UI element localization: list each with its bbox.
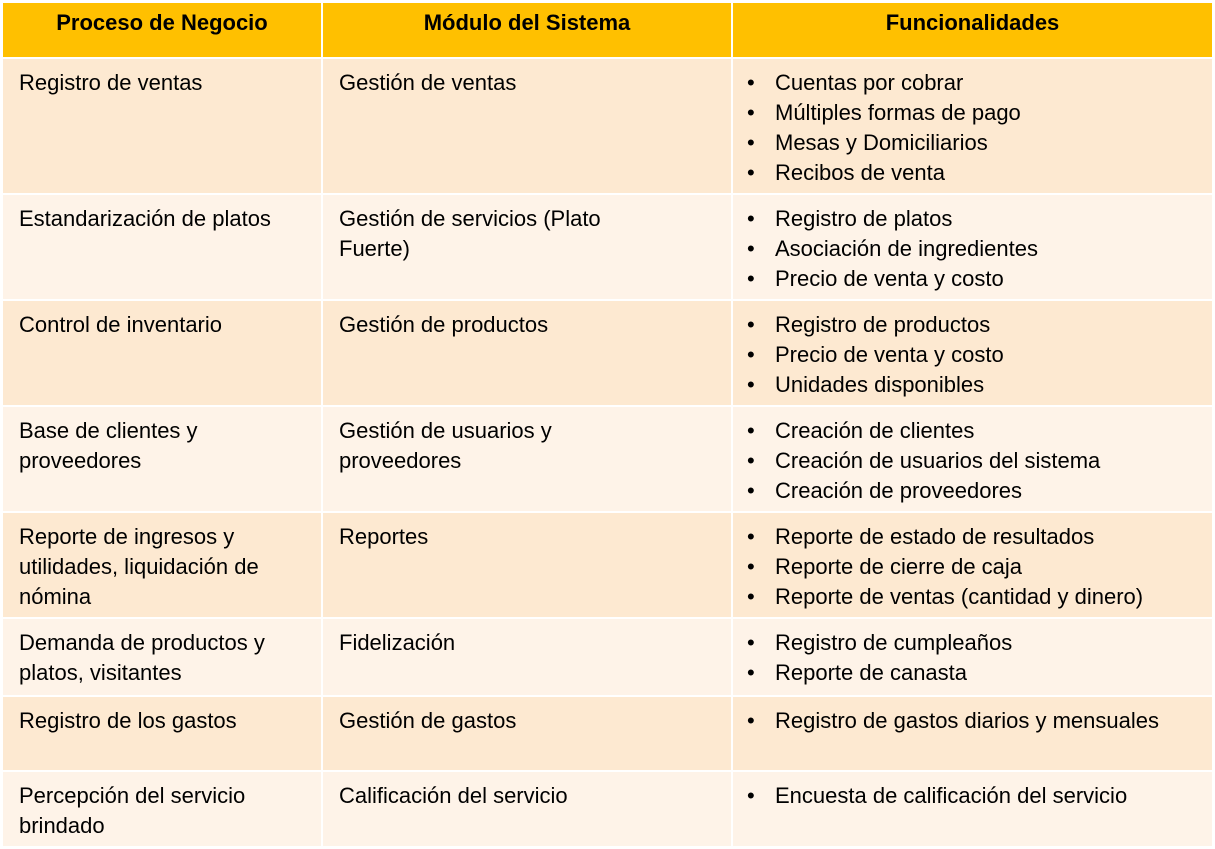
bullet-icon: • xyxy=(747,524,755,549)
cell-proceso-line: Control de inventario xyxy=(19,312,223,337)
cell-proceso-line: Base de clientes y xyxy=(19,418,198,443)
list-item-text: Registro de gastos diarios y mensuales xyxy=(775,708,1159,733)
cell-proceso-line: nómina xyxy=(19,584,92,609)
funcionalidades-list xyxy=(749,204,1198,294)
list-item xyxy=(747,264,1198,294)
cell-proceso xyxy=(2,300,322,406)
list-item-text: Precio de venta y costo xyxy=(775,266,1004,291)
cell-proceso-line: utilidades, liquidación de xyxy=(19,554,259,579)
cell-proceso-line: Registro de ventas xyxy=(19,70,203,95)
list-item xyxy=(747,128,1198,158)
funcionalidades-list xyxy=(749,628,1198,688)
bullet-icon: • xyxy=(747,584,755,609)
bullet-icon: • xyxy=(747,418,755,443)
bullet-icon: • xyxy=(747,372,755,397)
cell-proceso xyxy=(2,618,322,696)
table-row xyxy=(2,696,1213,771)
bullet-icon: • xyxy=(747,342,755,367)
list-item xyxy=(747,68,1198,98)
funcionalidades-list xyxy=(749,68,1198,188)
business-process-table-container xyxy=(1,1,1214,848)
list-item-text: Asociación de ingredientes xyxy=(775,236,1038,261)
table-header-row xyxy=(2,2,1213,58)
list-item-text: Reporte de cierre de caja xyxy=(775,554,1023,579)
cell-proceso xyxy=(2,194,322,300)
list-item-text: Recibos de venta xyxy=(775,160,945,185)
cell-proceso-line: proveedores xyxy=(19,448,142,473)
cell-proceso-line: Reporte de ingresos y xyxy=(19,524,235,549)
list-item-text: Creación de clientes xyxy=(775,418,975,443)
cell-proceso-line: Demanda de productos y xyxy=(19,630,265,655)
funcionalidades-list xyxy=(749,310,1198,400)
bullet-icon: • xyxy=(747,708,755,733)
cell-modulo-line: Fuerte) xyxy=(339,236,410,261)
bullet-icon: • xyxy=(747,448,755,473)
table-body xyxy=(2,58,1213,847)
cell-modulo-line: Fidelización xyxy=(339,630,456,655)
bullet-icon: • xyxy=(747,554,755,579)
cell-funcionalidades xyxy=(732,512,1213,618)
funcionalidades-list xyxy=(749,706,1198,736)
cell-modulo-line: Gestión de productos xyxy=(339,312,549,337)
list-item xyxy=(747,446,1198,476)
bullet-icon: • xyxy=(747,100,755,125)
header-modulo-del-sistema: Módulo del Sistema xyxy=(322,2,732,58)
cell-modulo xyxy=(322,58,732,194)
cell-modulo xyxy=(322,194,732,300)
list-item-text: Creación de usuarios del sistema xyxy=(775,448,1101,473)
cell-modulo xyxy=(322,618,732,696)
cell-proceso xyxy=(2,58,322,194)
list-item xyxy=(747,476,1198,506)
cell-funcionalidades xyxy=(732,300,1213,406)
table-row xyxy=(2,771,1213,847)
list-item-text: Múltiples formas de pago xyxy=(775,100,1021,125)
cell-proceso xyxy=(2,771,322,847)
list-item xyxy=(747,416,1198,446)
list-item xyxy=(747,522,1198,552)
list-item-text: Registro de productos xyxy=(775,312,991,337)
cell-funcionalidades xyxy=(732,58,1213,194)
table-row xyxy=(2,58,1213,194)
cell-modulo xyxy=(322,771,732,847)
bullet-icon: • xyxy=(747,70,755,95)
cell-modulo-line: Gestión de servicios (Plato xyxy=(339,206,601,231)
list-item xyxy=(747,628,1198,658)
bullet-icon: • xyxy=(747,312,755,337)
cell-proceso-line: Estandarización de platos xyxy=(19,206,271,231)
list-item xyxy=(747,781,1198,811)
list-item xyxy=(747,658,1198,688)
header-proceso-de-negocio: Proceso de Negocio xyxy=(2,2,322,58)
list-item-text: Reporte de ventas (cantidad y dinero) xyxy=(775,584,1144,609)
cell-modulo xyxy=(322,512,732,618)
table-row xyxy=(2,194,1213,300)
cell-funcionalidades xyxy=(732,618,1213,696)
funcionalidades-list xyxy=(749,416,1198,506)
cell-modulo xyxy=(322,696,732,771)
cell-modulo-line: proveedores xyxy=(339,448,462,473)
cell-proceso xyxy=(2,512,322,618)
bullet-icon: • xyxy=(747,660,755,685)
table-row xyxy=(2,618,1213,696)
list-item-text: Encuesta de calificación del servicio xyxy=(775,783,1128,808)
cell-funcionalidades xyxy=(732,194,1213,300)
bullet-icon: • xyxy=(747,783,755,808)
list-item-text: Creación de proveedores xyxy=(775,478,1023,503)
list-item-text: Registro de platos xyxy=(775,206,953,231)
list-item xyxy=(747,310,1198,340)
list-item xyxy=(747,706,1198,736)
list-item xyxy=(747,158,1198,188)
cell-proceso-line: platos, visitantes xyxy=(19,660,182,685)
cell-proceso xyxy=(2,406,322,512)
cell-modulo-line: Reportes xyxy=(339,524,429,549)
list-item-text: Reporte de canasta xyxy=(775,660,968,685)
list-item-text: Precio de venta y costo xyxy=(775,342,1004,367)
funcionalidades-list xyxy=(749,781,1198,811)
list-item xyxy=(747,340,1198,370)
list-item-text: Reporte de estado de resultados xyxy=(775,524,1095,549)
list-item-text: Registro de cumpleaños xyxy=(775,630,1013,655)
cell-funcionalidades xyxy=(732,771,1213,847)
cell-proceso-line: Registro de los gastos xyxy=(19,708,237,733)
list-item xyxy=(747,204,1198,234)
header-funcionalidades: Funcionalidades xyxy=(732,2,1213,58)
cell-modulo-line: Gestión de ventas xyxy=(339,70,517,95)
list-item-text: Mesas y Domiciliarios xyxy=(775,130,988,155)
list-item xyxy=(747,582,1198,612)
table-row xyxy=(2,406,1213,512)
list-item xyxy=(747,234,1198,264)
cell-funcionalidades xyxy=(732,406,1213,512)
list-item xyxy=(747,370,1198,400)
bullet-icon: • xyxy=(747,478,755,503)
cell-proceso-line: brindado xyxy=(19,813,105,838)
list-item-text: Unidades disponibles xyxy=(775,372,985,397)
business-process-table xyxy=(1,1,1214,848)
table-row xyxy=(2,300,1213,406)
cell-modulo xyxy=(322,406,732,512)
funcionalidades-list xyxy=(749,522,1198,612)
cell-proceso xyxy=(2,696,322,771)
cell-modulo-line: Gestión de gastos xyxy=(339,708,517,733)
bullet-icon: • xyxy=(747,130,755,155)
list-item xyxy=(747,98,1198,128)
table-row xyxy=(2,512,1213,618)
cell-proceso-line: Percepción del servicio xyxy=(19,783,246,808)
list-item xyxy=(747,552,1198,582)
bullet-icon: • xyxy=(747,206,755,231)
bullet-icon: • xyxy=(747,160,755,185)
bullet-icon: • xyxy=(747,236,755,261)
bullet-icon: • xyxy=(747,266,755,291)
cell-modulo-line: Gestión de usuarios y xyxy=(339,418,552,443)
bullet-icon: • xyxy=(747,630,755,655)
cell-modulo-line: Calificación del servicio xyxy=(339,783,568,808)
list-item-text: Cuentas por cobrar xyxy=(775,70,964,95)
cell-modulo xyxy=(322,300,732,406)
cell-funcionalidades xyxy=(732,696,1213,771)
